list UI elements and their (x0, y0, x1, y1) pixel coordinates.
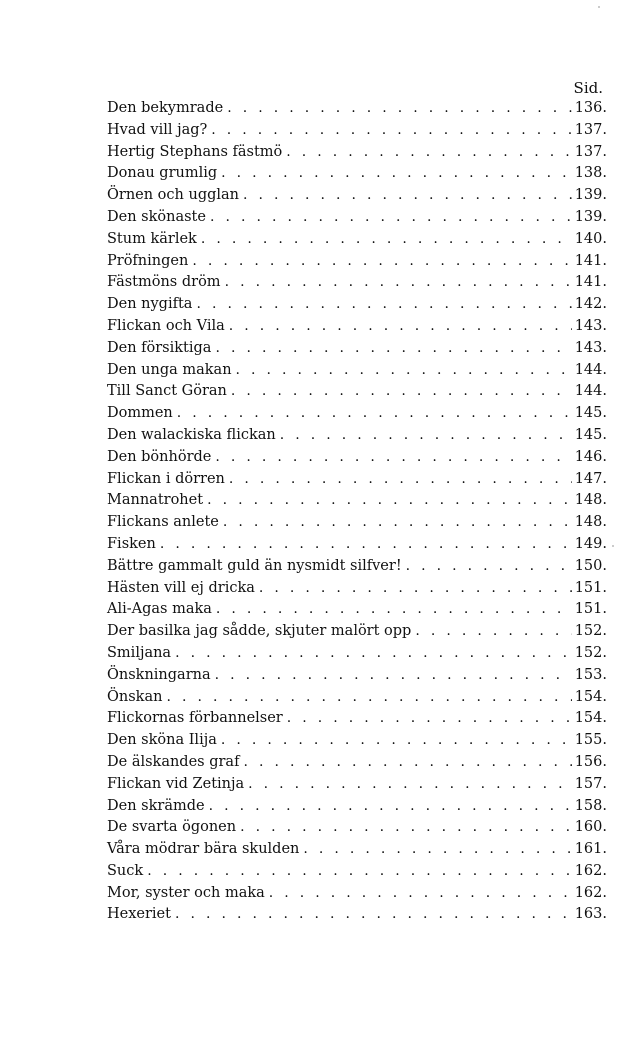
entry-title: Mor, syster och maka (107, 884, 265, 901)
dot-leader (147, 861, 572, 883)
toc-entry (107, 338, 607, 360)
entry-page-number: 146. (574, 448, 607, 465)
toc-entry (107, 643, 607, 665)
toc-entry (107, 98, 607, 120)
dot-leader (192, 251, 571, 273)
entry-page-number: 161. (574, 841, 607, 858)
entry-page-number: 148. (574, 492, 607, 509)
dot-leader (201, 229, 572, 251)
dot-leader (177, 403, 572, 425)
toc-entry (107, 294, 607, 316)
toc-entry (107, 774, 607, 796)
toc-entry (107, 578, 607, 600)
entry-title: Donau grumlig (107, 165, 218, 182)
dot-leader (175, 643, 572, 665)
dot-leader (225, 272, 572, 294)
entry-title: Pröfningen (107, 252, 189, 269)
toc-entry (107, 861, 607, 883)
entry-page-number: 151. (574, 601, 607, 618)
entry-page-number: 154. (574, 710, 607, 727)
entry-title: Bättre gammalt guld än nysmidt silfver! (107, 557, 402, 574)
toc-entry (107, 599, 607, 621)
dot-leader (231, 381, 572, 403)
toc-entry (107, 425, 607, 447)
entry-title: Den unga makan (107, 361, 232, 378)
dot-leader (286, 142, 571, 164)
dot-leader (223, 512, 572, 534)
dot-leader (215, 665, 572, 687)
entry-title: Våra mödrar bära skulden (107, 841, 300, 858)
entry-page-number: 137. (574, 143, 607, 160)
toc-entry (107, 316, 607, 338)
entry-title: Hertig Stephans fästmö (107, 143, 283, 160)
dot-leader (160, 534, 572, 556)
entry-page-number: 160. (574, 819, 607, 836)
entry-title: Den bekymrade (107, 100, 224, 116)
toc-entry (107, 447, 607, 469)
toc-entry (107, 817, 607, 839)
entry-title: Fästmöns dröm (107, 274, 221, 291)
toc-entry (107, 229, 607, 251)
toc-entry (107, 534, 607, 556)
toc-entry (107, 469, 607, 491)
entry-title: Den försiktiga (107, 339, 212, 356)
entry-page-number: 145. (574, 426, 607, 443)
dot-leader (243, 752, 571, 774)
entry-page-number: 162. (574, 884, 607, 901)
dot-leader (210, 207, 572, 229)
dot-leader (221, 730, 572, 752)
entry-title: Hvad vill jag? (107, 121, 208, 138)
toc-entry (107, 665, 607, 687)
entry-page-number: 152. (574, 623, 607, 640)
toc-entry (107, 512, 607, 534)
entry-page-number: 150. (574, 557, 607, 574)
entry-title: Hexeriet (107, 906, 171, 923)
entry-title: Dommen (107, 405, 173, 422)
dot-leader (215, 338, 571, 360)
entry-page-number: 142. (574, 296, 607, 313)
entry-title: Den walackiska flickan (107, 426, 276, 443)
entry-page-number: 136. (574, 100, 607, 116)
entry-page-number: 139. (574, 208, 607, 225)
toc-entry (107, 730, 607, 752)
entry-page-number: 140. (574, 230, 607, 247)
dot-leader (211, 120, 571, 142)
dot-leader (166, 687, 571, 709)
scan-speck (612, 545, 614, 547)
entry-page-number: 144. (574, 361, 607, 378)
entry-title: Flickan och Vila (107, 317, 225, 334)
toc-entry (107, 752, 607, 774)
toc-entry (107, 381, 607, 403)
scan-speck (598, 6, 600, 8)
toc-entry (107, 904, 607, 926)
toc-entry (107, 490, 607, 512)
toc-entry (107, 687, 607, 709)
entry-page-number: 143. (574, 339, 607, 356)
page-column-label: Sid. (573, 79, 603, 97)
dot-leader (259, 578, 572, 600)
dot-leader (229, 316, 572, 338)
entry-page-number: 147. (574, 470, 607, 487)
dot-leader (406, 556, 572, 578)
toc-entry (107, 360, 607, 382)
entry-title: Flickan vid Zetinja (107, 775, 245, 792)
dot-leader (269, 883, 572, 905)
entry-page-number: 144. (574, 383, 607, 400)
dot-leader (215, 447, 571, 469)
dot-leader (280, 425, 572, 447)
entry-title: Suck (107, 862, 144, 879)
entry-page-number: 138. (574, 165, 607, 182)
entry-page-number: 151. (574, 579, 607, 596)
toc-entry (107, 142, 607, 164)
entry-page-number: 162. (574, 862, 607, 879)
dot-leader (303, 839, 571, 861)
dot-leader (236, 360, 572, 382)
entry-title: Der basilka jag sådde, skjuter malört opp (107, 623, 412, 640)
entry-page-number: 137. (574, 121, 607, 138)
entry-page-number: 143. (574, 317, 607, 334)
dot-leader (221, 163, 572, 185)
entry-title: Stum kärlek (107, 230, 197, 247)
dot-leader (287, 708, 572, 730)
entry-title: Till Sanct Göran (107, 383, 227, 400)
entry-page-number: 145. (574, 405, 607, 422)
dot-leader (243, 185, 572, 207)
entry-title: Mannatrohet (107, 492, 204, 509)
toc-entry (107, 185, 607, 207)
entry-page-number: 156. (574, 753, 607, 770)
entry-title: Örnen och ugglan (107, 187, 240, 204)
entry-page-number: 148. (574, 514, 607, 531)
dot-leader (196, 294, 571, 316)
dot-leader (207, 490, 572, 512)
entry-title: Hästen vill ej dricka (107, 579, 255, 596)
entry-title: Ali-Agas maka (107, 601, 212, 618)
entry-title: Flickans anlete (107, 514, 219, 531)
toc-entry (107, 556, 607, 578)
toc-entry (107, 120, 607, 142)
entry-title: Den nygifta (107, 296, 193, 313)
entry-title: Den sköna Ilija (107, 732, 217, 749)
entry-title: De svarta ögonen (107, 819, 237, 836)
toc-entry (107, 207, 607, 229)
entry-page-number: 153. (574, 666, 607, 683)
entry-title: Flickornas förbannelser (107, 710, 283, 727)
table-of-contents-page (107, 78, 607, 926)
toc-entry (107, 403, 607, 425)
entry-page-number: 152. (574, 644, 607, 661)
dot-leader (175, 904, 572, 926)
entry-title: De älskandes graf (107, 753, 240, 770)
dot-leader (216, 599, 572, 621)
entry-title: Flickan i dörren (107, 470, 225, 487)
toc-entry (107, 883, 607, 905)
toc-entry (107, 621, 607, 643)
toc-entry (107, 272, 607, 294)
entry-title: Den bönhörde (107, 448, 212, 465)
entry-title: Smiljana (107, 644, 172, 661)
entry-page-number: 155. (574, 732, 607, 749)
entry-page-number: 154. (574, 688, 607, 705)
entry-title: Den skönaste (107, 208, 206, 225)
entry-page-number: 141. (574, 274, 607, 291)
entry-title: Fisken (107, 535, 156, 552)
dot-leader (209, 796, 572, 818)
entry-page-number: 157. (574, 775, 607, 792)
dot-leader (240, 817, 572, 839)
toc-entry (107, 839, 607, 861)
toc-list (107, 98, 607, 926)
entry-page-number: 158. (574, 797, 607, 814)
entry-title: Den skrämde (107, 797, 205, 814)
dot-leader (415, 621, 571, 643)
dot-leader (248, 774, 572, 796)
entry-page-number: 149. (574, 535, 607, 552)
toc-entry (107, 163, 607, 185)
toc-entry (107, 796, 607, 818)
dot-leader (229, 469, 572, 491)
entry-title: Önskningarna (107, 666, 211, 683)
entry-page-number: 139. (574, 187, 607, 204)
entry-page-number: 163. (574, 906, 607, 923)
toc-entry (107, 708, 607, 730)
entry-title: Önskan (107, 688, 163, 705)
entry-page-number: 141. (574, 252, 607, 269)
toc-entry (107, 251, 607, 273)
dot-leader (227, 98, 572, 120)
